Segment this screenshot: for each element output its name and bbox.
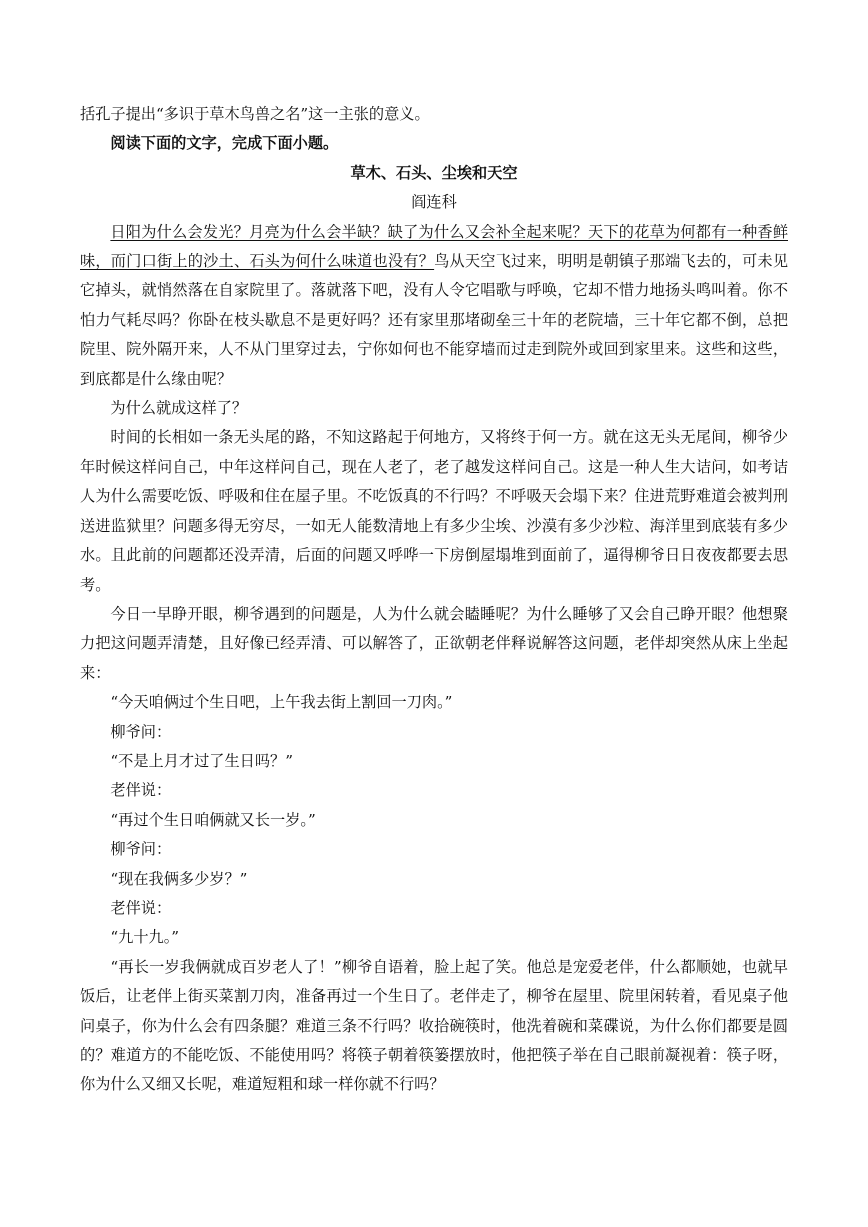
article-author: 阎连科 (411, 193, 457, 212)
paragraph-4: 今日一早睁开眼，柳爷遇到的问题是，人为什么就会瞌睡呢？为什么睡够了又会自己睁开眼？他想聚力把这问题弄清楚，且好像已经弄清、可以解答了，正欲朝老伴释说解答这问题，老伴却突然从床上坐起来： (80, 604, 788, 682)
reading-instruction: 阅读下面的文字，完成下面小题。 (110, 134, 339, 153)
dialogue-line: “再过个生日咱俩就又长一岁。” (110, 810, 316, 829)
dialogue-line: 柳爷问： (110, 722, 172, 741)
article-title: 草木、石头、尘埃和天空 (350, 163, 518, 182)
underlined-passage: 日阳为什么会发光？月亮为什么会半缺？缺了为什么又会补全起来呢？天下的花草为何都有一种香鲜味，而门口街上的沙土、石头为何什么味道也没有？ (80, 222, 788, 271)
paragraph-1 (80, 218, 788, 394)
dialogue-line: 柳爷问： (110, 840, 172, 859)
paragraph-1-rest: 鸟从天空飞过来，明明是朝镇子那端飞去的，可未见它掉头，就悄然落在自家院里了。落就落下吧，没有人令它唱歌与呼唤，它却不惜力地扬头鸣叫着。你不怕力气耗尽吗？你卧在枝头歇息不是更好吗？还有家里那堵砌垒三十年的老院墙，三十年它都不倒，总把院里、院外隔开来，人不从门里穿过去，宁你如何也不能穿墙而过走到院外或回到家里来。这些和这些，到底都是什么缘由呢？ (80, 252, 789, 388)
dialogue-line: “现在我俩多少岁？” (110, 869, 248, 888)
dialogue-line: “九十九。” (110, 928, 180, 947)
dialogue-line: 老伴说： (110, 781, 172, 800)
paragraph-5: “再长一岁我俩就成百岁老人了！”柳爷自语着，脸上起了笑。他总是宠爱老伴，什么都顺她，也就早饭后，让老伴上街买菜割刀肉，准备再过一个生日了。老伴走了，柳爷在屋里、院里闲转着，看见桌子他问桌子，你为什么会有四条腿？难道三条不行吗？收拾碗筷时，他洗着碗和菜碟说，为什么你们都要是圆的？难道方的不能吃饭、不能使用吗？将筷子朝着筷篓摆放时，他把筷子举在自己眼前凝视着：筷子呀，你为什么又细又长呢，难道短粗和球一样你就不行吗？ (80, 957, 788, 1094)
paragraph-3: 时间的长相如一条无头尾的路，不知这路起于何地方，又将终于何一方。就在这无头无尾间，柳爷少年时候这样问自己，中年这样问自己，现在人老了，老了越发这样问自己。这是一种人生大诘问，如考诘人为什么需要吃饭、呼吸和住在屋子里。不吃饭真的不行吗？不呼吸天会塌下来？住进荒野难道会被判刑送进监狱里？问题多得无穷尽，一如无人能数清地上有多少尘埃、沙漠有多少沙粒、海洋里到底装有多少水。且此前的问题都还没弄清，后面的问题又呼哗一下房倒屋塌堆到面前了，逼得柳爷日日夜夜都要去思考。 (80, 428, 788, 594)
paragraph-2: 为什么就成这样了？ (110, 399, 248, 418)
previous-question-tail: 括孔子提出“多识于草木鸟兽之名”这一主张的意义。 (80, 105, 430, 123)
dialogue-line: “不是上月才过了生日吗？” (110, 751, 293, 770)
dialogue-line: 老伴说： (110, 898, 172, 917)
dialogue-line: “今天咱俩过个生日吧，上午我去街上割回一刀肉。” (110, 693, 453, 712)
